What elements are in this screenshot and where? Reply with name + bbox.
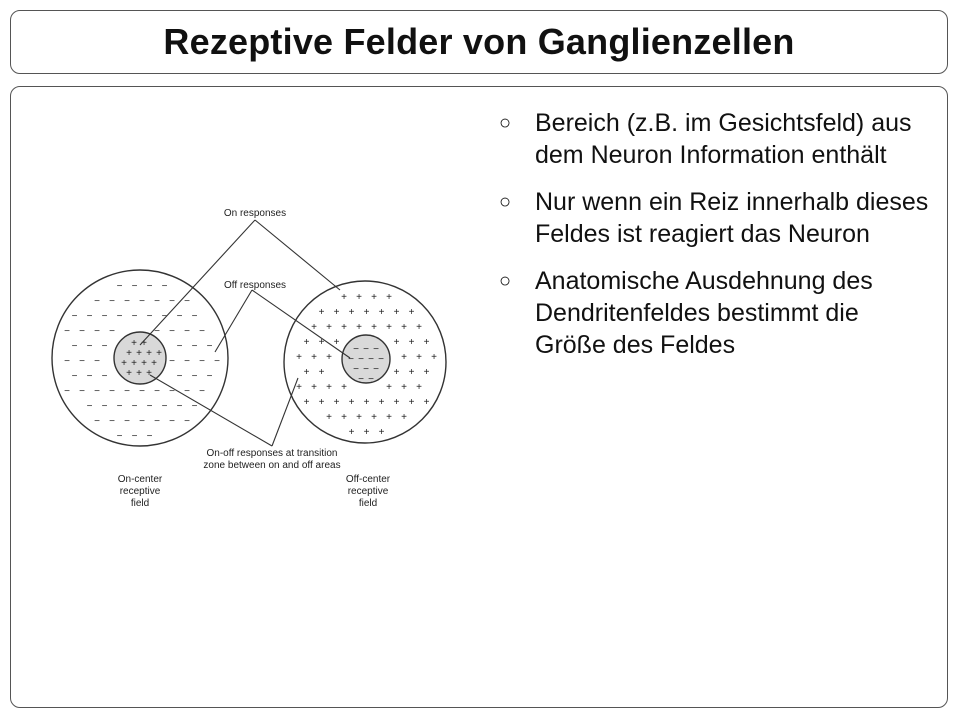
- label-oncenter-line2: receptive: [119, 486, 161, 497]
- field-sign: +: [408, 397, 415, 408]
- field-sign: +: [363, 307, 370, 318]
- field-sign: +: [416, 322, 422, 333]
- field-sign: +: [371, 292, 377, 303]
- field-sign: +: [311, 352, 317, 363]
- field-sign: +: [326, 412, 332, 423]
- field-sign: +: [423, 367, 430, 378]
- field-sign: −: [199, 326, 205, 337]
- field-sign: +: [311, 382, 317, 393]
- center-sign: +: [131, 358, 137, 369]
- label-offcenter-line3: field: [358, 498, 378, 509]
- field-sign: +: [378, 307, 385, 318]
- center-sign: +: [131, 338, 137, 349]
- field-sign: +: [303, 337, 310, 348]
- on-center-signs: [64, 281, 220, 442]
- label-oncenter-line1: On-center: [117, 474, 163, 485]
- field-sign: +: [341, 412, 347, 423]
- center-sign: +: [151, 358, 157, 369]
- center-sign: −: [358, 374, 364, 385]
- field-sign: −: [94, 326, 100, 337]
- field-sign: −: [64, 386, 70, 397]
- field-sign: −: [116, 281, 123, 292]
- field-sign: +: [408, 337, 415, 348]
- label-offcenter-line2: receptive: [347, 486, 389, 497]
- field-sign: −: [86, 341, 93, 352]
- field-sign: +: [356, 322, 362, 333]
- field-sign: +: [416, 382, 422, 393]
- field-sign: +: [348, 397, 355, 408]
- field-sign: −: [184, 326, 190, 337]
- bullet-text: Anatomische Ausdehnung des Dendritenfeldes bestimmt die Größe des Feldes: [535, 267, 873, 359]
- field-sign: −: [64, 356, 70, 367]
- field-sign: −: [146, 401, 153, 412]
- field-sign: −: [139, 416, 145, 427]
- field-sign: +: [386, 322, 392, 333]
- field-sign: −: [154, 416, 160, 427]
- field-sign: +: [333, 337, 340, 348]
- center-sign: +: [146, 368, 152, 379]
- field-sign: +: [318, 337, 325, 348]
- center-sign: +: [121, 358, 127, 369]
- field-sign: +: [356, 292, 362, 303]
- field-sign: −: [116, 431, 123, 442]
- onoff-line-right: [272, 378, 298, 446]
- bullet-text: Bereich (z.B. im Gesichtsfeld) aus dem Neuron Information enthält: [535, 109, 912, 169]
- field-sign: −: [199, 356, 205, 367]
- field-sign: +: [371, 412, 377, 423]
- field-sign: −: [109, 386, 115, 397]
- field-sign: +: [393, 367, 400, 378]
- field-sign: −: [146, 431, 153, 442]
- field-sign: −: [109, 296, 115, 307]
- label-off-responses: Off responses: [223, 280, 287, 291]
- field-sign: +: [378, 427, 385, 438]
- bullet-circle-icon: ○: [499, 191, 512, 213]
- field-sign: −: [79, 326, 85, 337]
- field-sign: +: [408, 307, 415, 318]
- field-sign: −: [86, 311, 93, 322]
- label-oncenter-line3: field: [130, 498, 150, 509]
- field-sign: −: [161, 401, 168, 412]
- field-sign: −: [101, 371, 108, 382]
- field-sign: −: [161, 281, 168, 292]
- center-sign: −: [348, 354, 354, 365]
- off-center-signs: [296, 292, 437, 438]
- field-sign: −: [124, 416, 130, 427]
- field-sign: −: [184, 296, 190, 307]
- center-sign: −: [353, 364, 359, 375]
- field-sign: +: [423, 337, 430, 348]
- field-sign: +: [386, 412, 392, 423]
- field-sign: −: [101, 311, 108, 322]
- off-responses-line-right: [252, 290, 350, 358]
- field-sign: −: [109, 416, 115, 427]
- field-sign: +: [416, 352, 422, 363]
- bullet-text: Nur wenn ein Reiz innerhalb dieses Feldes ist reagiert das Neuron: [535, 188, 929, 248]
- field-sign: −: [124, 386, 130, 397]
- field-sign: −: [169, 356, 175, 367]
- field-sign: +: [333, 397, 340, 408]
- field-sign: +: [326, 322, 332, 333]
- center-sign: −: [353, 344, 359, 355]
- field-sign: +: [408, 367, 415, 378]
- field-sign: −: [191, 341, 198, 352]
- center-sign: −: [378, 354, 384, 365]
- field-sign: +: [431, 352, 437, 363]
- field-sign: −: [191, 311, 198, 322]
- label-offcenter-line1: Off-center: [345, 474, 391, 485]
- field-sign: +: [386, 382, 392, 393]
- field-sign: −: [94, 296, 100, 307]
- field-sign: +: [401, 382, 407, 393]
- field-sign: −: [124, 296, 130, 307]
- field-sign: +: [393, 397, 400, 408]
- field-sign: −: [161, 311, 168, 322]
- field-sign: −: [154, 386, 160, 397]
- field-sign: −: [131, 311, 138, 322]
- center-sign: −: [368, 374, 374, 385]
- field-sign: −: [79, 356, 85, 367]
- field-sign: +: [363, 427, 370, 438]
- field-sign: −: [79, 386, 85, 397]
- field-sign: −: [101, 341, 108, 352]
- field-sign: −: [176, 371, 183, 382]
- center-sign: +: [136, 368, 142, 379]
- center-sign: +: [156, 348, 162, 359]
- field-sign: +: [326, 352, 332, 363]
- label-on-responses: On responses: [223, 208, 287, 219]
- field-sign: −: [94, 386, 100, 397]
- field-sign: +: [401, 322, 407, 333]
- field-sign: −: [176, 311, 183, 322]
- center-sign: −: [368, 354, 374, 365]
- center-sign: +: [141, 338, 147, 349]
- field-sign: +: [401, 412, 407, 423]
- field-sign: −: [64, 326, 70, 337]
- field-sign: −: [169, 416, 175, 427]
- center-sign: +: [126, 348, 132, 359]
- field-sign: +: [303, 367, 310, 378]
- center-sign: −: [363, 364, 369, 375]
- field-sign: −: [101, 401, 108, 412]
- field-sign: +: [401, 352, 407, 363]
- field-sign: −: [176, 341, 183, 352]
- field-sign: −: [86, 401, 93, 412]
- field-sign: +: [348, 307, 355, 318]
- center-sign: +: [126, 368, 132, 379]
- field-sign: −: [191, 401, 198, 412]
- field-sign: +: [348, 427, 355, 438]
- field-sign: +: [393, 307, 400, 318]
- field-sign: +: [303, 397, 310, 408]
- field-sign: −: [131, 281, 138, 292]
- field-sign: −: [199, 386, 205, 397]
- label-onoff-line2: zone between on and off areas: [203, 460, 341, 471]
- field-sign: +: [333, 307, 340, 318]
- field-sign: +: [318, 397, 325, 408]
- center-sign: −: [373, 364, 379, 375]
- center-sign: −: [373, 344, 379, 355]
- field-sign: −: [206, 341, 213, 352]
- center-sign: +: [146, 348, 152, 359]
- field-sign: −: [139, 386, 145, 397]
- field-sign: −: [139, 296, 145, 307]
- field-sign: +: [341, 322, 347, 333]
- field-sign: −: [154, 296, 160, 307]
- slide-title: Rezeptive Felder von Ganglienzellen: [163, 21, 795, 62]
- center-sign: +: [141, 358, 147, 369]
- field-sign: +: [423, 397, 430, 408]
- field-sign: +: [356, 412, 362, 423]
- field-sign: −: [146, 311, 153, 322]
- field-sign: −: [131, 431, 138, 442]
- field-sign: −: [184, 386, 190, 397]
- bullet-circle-icon: ○: [499, 270, 512, 292]
- center-sign: −: [363, 344, 369, 355]
- field-sign: −: [116, 401, 123, 412]
- field-sign: +: [296, 352, 302, 363]
- bullet-circle-icon: ○: [499, 112, 512, 134]
- field-sign: +: [311, 322, 317, 333]
- field-sign: +: [341, 382, 347, 393]
- field-sign: +: [318, 367, 325, 378]
- field-sign: −: [116, 311, 123, 322]
- onoff-line-left: [150, 375, 272, 446]
- field-sign: −: [71, 341, 78, 352]
- field-sign: +: [378, 397, 385, 408]
- field-sign: +: [371, 322, 377, 333]
- field-sign: −: [146, 281, 153, 292]
- field-sign: −: [94, 416, 100, 427]
- field-sign: +: [326, 382, 332, 393]
- field-sign: −: [214, 356, 220, 367]
- field-sign: +: [386, 292, 392, 303]
- field-sign: +: [393, 337, 400, 348]
- field-sign: −: [184, 356, 190, 367]
- field-sign: −: [154, 326, 160, 337]
- field-sign: −: [71, 311, 78, 322]
- field-sign: −: [169, 386, 175, 397]
- field-sign: −: [71, 371, 78, 382]
- field-sign: +: [341, 292, 347, 303]
- field-sign: −: [131, 401, 138, 412]
- field-sign: −: [169, 296, 175, 307]
- field-sign: −: [206, 371, 213, 382]
- field-sign: −: [176, 401, 183, 412]
- label-onoff-line1: On-off responses at transition: [206, 448, 338, 459]
- field-sign: −: [184, 416, 190, 427]
- field-sign: +: [296, 382, 302, 393]
- field-sign: −: [169, 326, 175, 337]
- field-sign: −: [86, 371, 93, 382]
- field-sign: −: [94, 356, 100, 367]
- field-sign: +: [318, 307, 325, 318]
- field-sign: +: [363, 397, 370, 408]
- field-sign: −: [191, 371, 198, 382]
- center-sign: +: [136, 348, 142, 359]
- field-sign: −: [109, 326, 115, 337]
- center-sign: −: [358, 354, 364, 365]
